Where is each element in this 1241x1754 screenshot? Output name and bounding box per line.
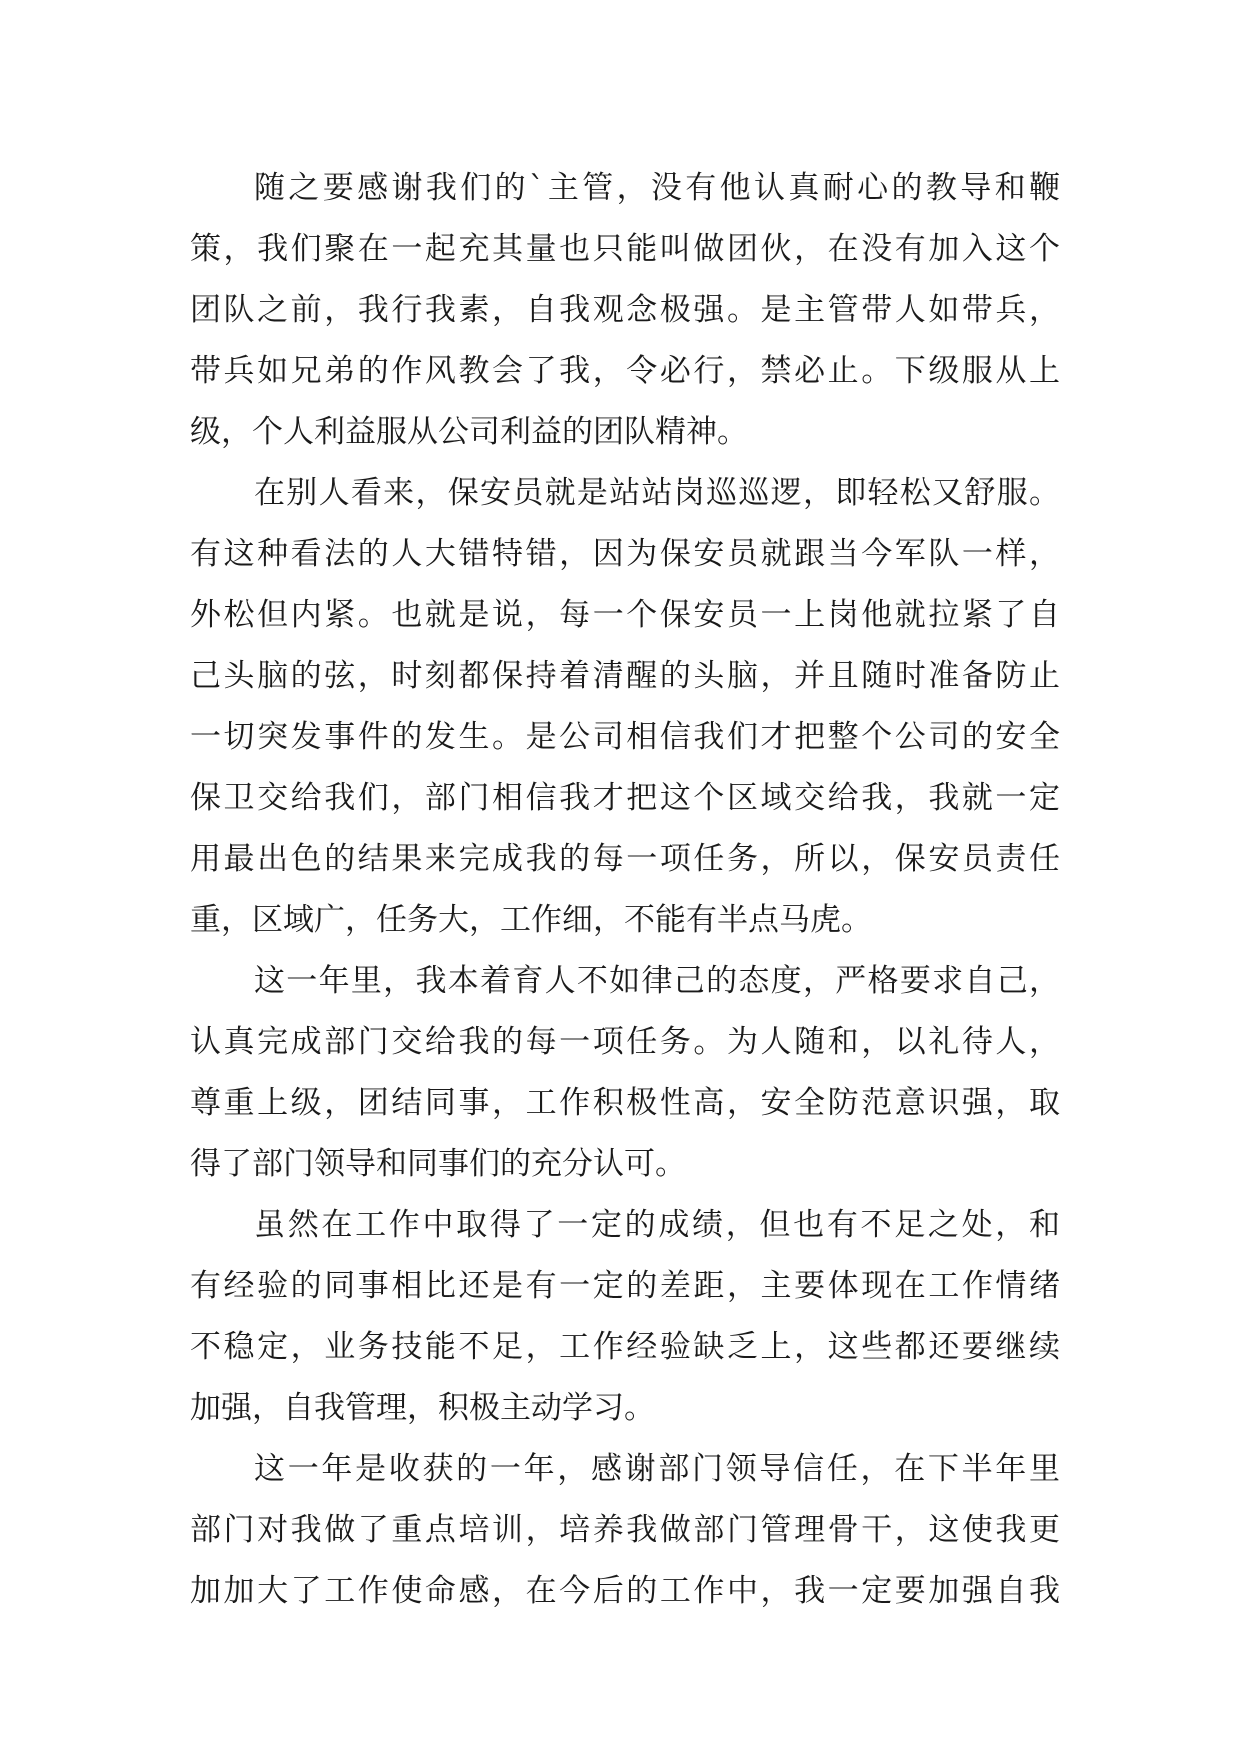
text-line: 在别人看来，保安员就是站站岗巡巡逻，即轻松又舒服。: [254, 475, 1060, 511]
text-line: 保卫交给我们，部门相信我才把这个区域交给我，我就一定: [190, 780, 1060, 816]
text-line: 随之要感谢我们的`主管，没有他认真耐心的教导和鞭: [254, 170, 1060, 206]
text-line: 不稳定，业务技能不足，工作经验缺乏上，这些都还要继续: [190, 1329, 1060, 1365]
text-line: 这一年是收获的一年，感谢部门领导信任，在下半年里: [254, 1451, 1060, 1487]
text-line: 级，个人利益服从公司利益的团队精神。: [190, 414, 748, 450]
document-body: [190, 158, 1060, 1622]
text-line: 认真完成部门交给我的每一项任务。为人随和，以礼待人，: [190, 1024, 1060, 1060]
text-line: 团队之前，我行我素，自我观念极强。是主管带人如带兵，: [190, 292, 1060, 328]
text-line: 重，区域广，任务大，工作细，不能有半点马虎。: [190, 902, 872, 938]
text-line: 有经验的同事相比还是有一定的差距，主要体现在工作情绪: [190, 1268, 1060, 1304]
text-line: 带兵如兄弟的作风教会了我，令必行，禁必止。下级服从上: [190, 353, 1060, 389]
text-line: 尊重上级，团结同事，工作积极性高，安全防范意识强，取: [190, 1085, 1060, 1121]
text-line: 加加大了工作使命感，在今后的工作中，我一定要加强自我: [190, 1573, 1060, 1609]
text-line: 一切突发事件的发生。是公司相信我们才把整个公司的安全: [190, 719, 1060, 755]
text-line: 有这种看法的人大错特错，因为保安员就跟当今军队一样，: [190, 536, 1060, 572]
text-line: 用最出色的结果来完成我的每一项任务，所以，保安员责任: [190, 841, 1060, 877]
text-line: 部门对我做了重点培训，培养我做部门管理骨干，这使我更: [190, 1512, 1060, 1548]
text-line: 己头脑的弦，时刻都保持着清醒的头脑，并且随时准备防止: [190, 658, 1060, 694]
text-line: 虽然在工作中取得了一定的成绩，但也有不足之处，和: [254, 1207, 1060, 1243]
text-line: 这一年里，我本着育人不如律己的态度，严格要求自己，: [254, 963, 1060, 999]
text-line: 加强，自我管理，积极主动学习。: [190, 1390, 655, 1426]
text-line: 策，我们聚在一起充其量也只能叫做团伙，在没有加入这个: [190, 231, 1060, 267]
text-line: 得了部门领导和同事们的充分认可。: [190, 1146, 686, 1182]
text-line: 外松但内紧。也就是说，每一个保安员一上岗他就拉紧了自: [190, 597, 1060, 633]
